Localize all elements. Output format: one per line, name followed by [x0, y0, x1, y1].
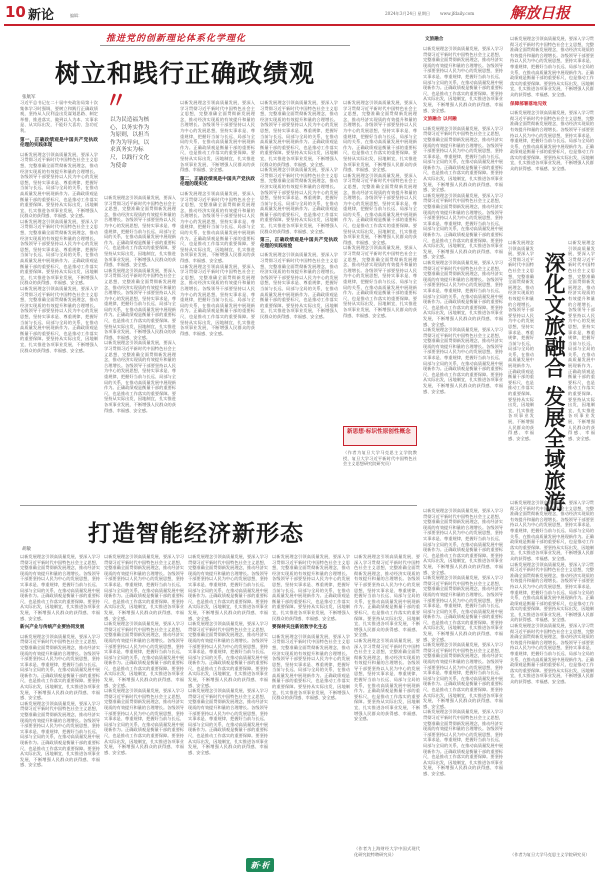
- masthead-rule: [4, 24, 595, 26]
- page-number: 10: [5, 3, 26, 21]
- right-big-title: 深化文旅融合 发展全域旅游: [542, 252, 566, 512]
- article2-tail: （作者为上海财经大学中国式现代化研究院特聘研究员）: [354, 846, 420, 857]
- footer-logo: [246, 858, 274, 872]
- article1-subhead1: 第一，正确政绩观是中国共产党执政伦理的实践体现: [20, 137, 98, 149]
- newspaper-logo: 解放日报: [510, 4, 571, 22]
- article1-title: 树立和践行正确政绩观: [55, 59, 316, 88]
- article1-tail: （作者为复旦大学马克思主义学院教授，复旦大学习近平新时代中国特色社会主义思想研究院研究员）: [343, 450, 417, 467]
- article2-subhead2: 要保持关注新的数字化生态: [272, 625, 328, 631]
- banner-rule: [100, 45, 350, 46]
- right-col-tail: （作者为复旦大学马克思主义学院研究员）: [510, 852, 590, 857]
- article2-title: 打造智能经济新形态: [88, 521, 304, 547]
- editor-label: 编辑：: [70, 13, 82, 18]
- article1-col5: 以新发展理念引领高质量发展，要深入学习贯彻习近平新时代中国特色社会主义思想，完整准确全面贯彻新发展理念，推动经济实现质的有效提升和量的合理增长。各级领导干部要坚持以人民为中心的发展思想，坚持实事求是、尊重规律，把握好当前与长远、局部与全局的关系，在推动高质量发展中展现新作为。正确政绩观是衡量干部的重要标尺，也是推动工作落实的重要保障。要坚持从实际出发，因地制宜，扎实推进各项事业发展，不断增强人民群众的获得感、幸福感、安全感。 以新发展理念引领高质量发展，要深入学习贯彻习近平新时代中国特色社会主义思想，完整准确全面贯彻新发展理念，推动经济实现质的有效提升和量的合理增长。各级领导干部要坚持以人民为中心的发展思想，坚持实事求是、尊重规律，把握好当前与长远、局部与全局的关系，在推动高质量发展中展现新作为。正确政绩观是衡量干部的重要标尺，也是推动工作落实的重要保障。要坚持从实际出发，因地制宜，扎实推进各项事业发展，不断增强人民群众的获得感、幸福感、安全感。 以新发展理念引领高质量发展，要深入学习贯彻习近平新时代中国特色社会主义思想，完整准确全面贯彻新发展理念，推动经济实现质的有效提升和量的合理增长。各级领导干部要坚持以人民为中心的发展思想，坚持实事求是、尊重规律，把握好当前与长远、局部与全局的关系，在推动高质量发展中展现新作为。正确政绩观是衡量干部的重要标尺，也是推动工作落实的重要保障。要坚持从实际出发，因地制宜，扎实推进各项事业发展，不断增强人民群众的获得感、幸福感、安全感。: [343, 100, 417, 318]
- quote-mark-icon: 〃: [105, 88, 128, 114]
- concept-column-box: [343, 426, 417, 446]
- section-name: 新论: [28, 8, 55, 23]
- right-col-c: 以新发展理念引领高质量发展，要深入学习贯彻习近平新时代中国特色社会主义思想，完整准确全面贯彻新发展理念，推动经济实现质的有效提升和量的合理增长。各级领导干部要坚持以人民为中心的发展思想，坚持实事求是、尊重规律，把握好当前与长远、局部与全局的关系，在推动高质量发展中展现新作为。正确政绩观是衡量干部的重要标尺，也是推动工作落实的重要保障。要坚持从实际出发，因地制宜，扎实推进各项事业发展，不断增强人民群众的获得感、幸福感、安全感。: [508, 240, 534, 441]
- article2-col1: 以新发展理念引领高质量发展，要深入学习贯彻习近平新时代中国特色社会主义思想，完整准确全面贯彻新发展理念，推动经济实现质的有效提升和量的合理增长。各级领导干部要坚持以人民为中心的发展思想，坚持实事求是、尊重规律，把握好当前与长远、局部与全局的关系，在推动高质量发展中展现新作为。正确政绩观是衡量干部的重要标尺，也是推动工作落实的重要保障。要坚持从实际出发，因地制宜，扎实推进各项事业发展，不断增强人民群众的获得感、幸福感、安全感。 新兴产业与传统产业要协同发展 以新发展理念引领高质量发展，要深入学习贯彻习近平新时代中国特色社会主义思想，完整准确全面贯彻新发展理念，推动经济实现质的有效提升和量的合理增长。各级领导干部要坚持以人民为中心的发展思想，坚持实事求是、尊重规律，把握好当前与长远、局部与全局的关系，在推动高质量发展中展现新作为。正确政绩观是衡量干部的重要标尺，也是推动工作落实的重要保障。要坚持从实际出发，因地制宜，扎实推进各项事业发展，不断增强人民群众的获得感、幸福感、安全感。 以新发展理念引领高质量发展，要深入学习贯彻习近平新时代中国特色社会主义思想，完整准确全面贯彻新发展理念，推动经济实现质的有效提升和量的合理增长。各级领导干部要坚持以人民为中心的发展思想，坚持实事求是、尊重规律，把握好当前与长远、局部与全局的关系，在推动高质量发展中展现新作为。正确政绩观是衡量干部的重要标尺，也是推动工作落实的重要保障。要坚持从实际出发，因地制宜，扎实推进各项事业发展，不断增强人民群众的获得感、幸福感、安全感。: [20, 554, 100, 768]
- section-divider: [20, 505, 417, 506]
- article2-col2: 以新发展理念引领高质量发展，要深入学习贯彻习近平新时代中国特色社会主义思想，完整准确全面贯彻新发展理念，推动经济实现质的有效提升和量的合理增长。各级领导干部要坚持以人民为中心的发展思想，坚持实事求是、尊重规律，把握好当前与长远、局部与全局的关系，在推动高质量发展中展现新作为。正确政绩观是衡量干部的重要标尺，也是推动工作落实的重要保障。要坚持从实际出发，因地制宜，扎实推进各项事业发展，不断增强人民群众的获得感、幸福感、安全感。 以新发展理念引领高质量发展，要深入学习贯彻习近平新时代中国特色社会主义思想，完整准确全面贯彻新发展理念，推动经济实现质的有效提升和量的合理增长。各级领导干部要坚持以人民为中心的发展思想，坚持实事求是、尊重规律，把握好当前与长远、局部与全局的关系，在推动高质量发展中展现新作为。正确政绩观是衡量干部的重要标尺，也是推动工作落实的重要保障。要坚持从实际出发，因地制宜，扎实推进各项事业发展，不断增强人民群众的获得感、幸福感、安全感。 以新发展理念引领高质量发展，要深入学习贯彻习近平新时代中国特色社会主义思想，完整准确全面贯彻新发展理念，推动经济实现质的有效提升和量的合理增长。各级领导干部要坚持以人民为中心的发展思想，坚持实事求是、尊重规律，把握好当前与长远、局部与全局的关系，在推动高质量发展中展现新作为。正确政绩观是衡量干部的重要标尺，也是推动工作落实的重要保障。要坚持从实际出发，因地制宜，扎实推进各项事业发展，不断增强人民群众的获得感、幸福感、安全感。: [104, 554, 184, 755]
- site-url: www.jfdaily.com: [440, 11, 475, 16]
- article1-byline: 张航军: [22, 95, 36, 100]
- right-col-f: 以新发展理念引领高质量发展，要深入学习贯彻习近平新时代中国特色社会主义思想，完整准确全面贯彻新发展理念，推动经济实现质的有效提升和量的合理增长。各级领导干部要坚持以人民为中心的发展思想，坚持实事求是、尊重规律，把握好当前与长远、局部与全局的关系，在推动高质量发展中展现新作为。正确政绩观是衡量干部的重要标尺，也是推动工作落实的重要保障。要坚持从实际出发，因地制宜，扎实推进各项事业发展，不断增强人民群众的获得感、幸福感、安全感。 以新发展理念引领高质量发展，要深入学习贯彻习近平新时代中国特色社会主义思想，完整准确全面贯彻新发展理念，推动经济实现质的有效提升和量的合理增长。各级领导干部要坚持以人民为中心的发展思想，坚持实事求是、尊重规律，把握好当前与长远、局部与全局的关系，在推动高质量发展中展现新作为。正确政绩观是衡量干部的重要标尺，也是推动工作落实的重要保障。要坚持从实际出发，因地制宜，扎实推进各项事业发展，不断增强人民群众的获得感、幸福感、安全感。 以新发展理念引领高质量发展，要深入学习贯彻习近平新时代中国特色社会主义思想，完整准确全面贯彻新发展理念，推动经济实现质的有效提升和量的合理增长。各级领导干部要坚持以人民为中心的发展思想，坚持实事求是、尊重规律，把握好当前与长远、局部与全局的关系，在推动高质量发展中展现新作为。正确政绩观是衡量干部的重要标尺，也是推动工作落实的重要保障。要坚持从实际出发，因地制宜，扎实推进各项事业发展，不断增强人民群众的获得感、幸福感、安全感。: [510, 500, 594, 684]
- right-subhead-a: 文旅融合 以何融: [423, 117, 457, 123]
- footer-logo-text: 新·析: [250, 860, 270, 870]
- right-col-b: 以新发展理念引领高质量发展，要深入学习贯彻习近平新时代中国特色社会主义思想，完整准确全面贯彻新发展理念，推动经济实现质的有效提升和量的合理增长。各级领导干部要坚持以人民为中心的发展思想，坚持实事求是、尊重规律，把握好当前与长远、局部与全局的关系，在推动高质量发展中展现新作为。正确政绩观是衡量干部的重要标尺，也是推动工作落实的重要保障。要坚持从实际出发，因地制宜，扎实推进各项事业发展，不断增强人民群众的获得感、幸福感、安全感。 保障部署落地见效 以新发展理念引领高质量发展，要深入学习贯彻习近平新时代中国特色社会主义思想，完整准确全面贯彻新发展理念，推动经济实现质的有效提升和量的合理增长。各级领导干部要坚持以人民为中心的发展思想，坚持实事求是、尊重规律，把握好当前与长远、局部与全局的关系，在推动高质量发展中展现新作为。正确政绩观是衡量干部的重要标尺，也是推动工作落实的重要保障。要坚持从实际出发，因地制宜，扎实推进各项事业发展，不断增强人民群众的获得感、幸福感、安全感。: [510, 36, 594, 172]
- banner: 推进党的创新理论体系化学理化: [106, 34, 247, 44]
- article2-subhead1: 新兴产业与传统产业要协同发展: [20, 625, 85, 631]
- right-col-e: 以新发展理念引领高质量发展，要深入学习贯彻习近平新时代中国特色社会主义思想，完整准确全面贯彻新发展理念，推动经济实现质的有效提升和量的合理增长。各级领导干部要坚持以人民为中心的发展思想，坚持实事求是、尊重规律，把握好当前与长远、局部与全局的关系，在推动高质量发展中展现新作为。正确政绩观是衡量干部的重要标尺，也是推动工作落实的重要保障。要坚持从实际出发，因地制宜，扎实推进各项事业发展，不断增强人民群众的获得感、幸福感、安全感。 以新发展理念引领高质量发展，要深入学习贯彻习近平新时代中国特色社会主义思想，完整准确全面贯彻新发展理念，推动经济实现质的有效提升和量的合理增长。各级领导干部要坚持以人民为中心的发展思想，坚持实事求是、尊重规律，把握好当前与长远、局部与全局的关系，在推动高质量发展中展现新作为。正确政绩观是衡量干部的重要标尺，也是推动工作落实的重要保障。要坚持从实际出发，因地制宜，扎实推进各项事业发展，不断增强人民群众的获得感、幸福感、安全感。 以新发展理念引领高质量发展，要深入学习贯彻习近平新时代中国特色社会主义思想，完整准确全面贯彻新发展理念，推动经济实现质的有效提升和量的合理增长。各级领导干部要坚持以人民为中心的发展思想，坚持实事求是、尊重规律，把握好当前与长远、局部与全局的关系，在推动高质量发展中展现新作为。正确政绩观是衡量干部的重要标尺，也是推动工作落实的重要保障。要坚持从实际出发，因地制宜，扎实推进各项事业发展，不断增强人民群众的获得感、幸福感、安全感。 以新发展理念引领高质量发展，要深入学习贯彻习近平新时代中国特色社会主义思想，完整准确全面贯彻新发展理念，推动经济实现质的有效提升和量的合理增长。各级领导干部要坚持以人民为中心的发展思想，坚持实事求是、尊重规律，把握好当前与长远、局部与全局的关系，在推动高质量发展中展现新作为。正确政绩观是衡量干部的重要标尺，也是推动工作落实的重要保障。要坚持从实际出发，因地制宜，扎实推进各项事业发展，不断增强人民群众的获得感、幸福感、安全感。: [423, 508, 503, 776]
- right-col-a: 以新发展理念引领高质量发展，要深入学习贯彻习近平新时代中国特色社会主义思想，完整准确全面贯彻新发展理念，推动经济实现质的有效提升和量的合理增长。各级领导干部要坚持以人民为中心的发展思想，坚持实事求是、尊重规律，把握好当前与长远、局部与全局的关系，在推动高质量发展中展现新作为。正确政绩观是衡量干部的重要标尺，也是推动工作落实的重要保障。要坚持从实际出发，因地制宜，扎实推进各项事业发展，不断增强人民群众的获得感、幸福感、安全感。 文旅融合 以何融 以新发展理念引领高质量发展，要深入学习贯彻习近平新时代中国特色社会主义思想，完整准确全面贯彻新发展理念，推动经济实现质的有效提升和量的合理增长。各级领导干部要坚持以人民为中心的发展思想，坚持实事求是、尊重规律，把握好当前与长远、局部与全局的关系，在推动高质量发展中展现新作为。正确政绩观是衡量干部的重要标尺，也是推动工作落实的重要保障。要坚持从实际出发，因地制宜，扎实推进各项事业发展，不断增强人民群众的获得感、幸福感、安全感。 以新发展理念引领高质量发展，要深入学习贯彻习近平新时代中国特色社会主义思想，完整准确全面贯彻新发展理念，推动经济实现质的有效提升和量的合理增长。各级领导干部要坚持以人民为中心的发展思想，坚持实事求是、尊重规律，把握好当前与长远、局部与全局的关系，在推动高质量发展中展现新作为。正确政绩观是衡量干部的重要标尺，也是推动工作落实的重要保障。要坚持从实际出发，因地制宜，扎实推进各项事业发展，不断增强人民群众的获得感、幸福感、安全感。 以新发展理念引领高质量发展，要深入学习贯彻习近平新时代中国特色社会主义思想，完整准确全面贯彻新发展理念，推动经济实现质的有效提升和量的合理增长。各级领导干部要坚持以人民为中心的发展思想，坚持实事求是、尊重规律，把握好当前与长远、局部与全局的关系，在推动高质量发展中展现新作为。正确政绩观是衡量干部的重要标尺，也是推动工作落实的重要保障。要坚持从实际出发，因地制宜，扎实推进各项事业发展，不断增强人民群众的获得感、幸福感、安全感。 以新发展理念引领高质量发展，要深入学习贯彻习近平新时代中国特色社会主义思想，完整准确全面贯彻新发展理念，推动经济实现质的有效提升和量的合理增长。各级领导干部要坚持以人民为中心的发展思想，坚持实事求是、尊重规律，把握好当前与长远、局部与全局的关系，在推动高质量发展中展现新作为。正确政绩观是衡量干部的重要标尺，也是推动工作落实的重要保障。要坚持从实际出发，因地制宜，扎实推进各项事业发展，不断增强人民群众的获得感、幸福感、安全感。: [423, 46, 503, 394]
- right-subhead-b: 保障部署落地见效: [510, 101, 547, 107]
- right-column-subtitle-top: 文旅融合: [425, 37, 444, 42]
- right-col-d: 以新发展理念引领高质量发展，要深入学习贯彻习近平新时代中国特色社会主义思想，完整准确全面贯彻新发展理念，推动经济实现质的有效提升和量的合理增长。各级领导干部要坚持以人民为中心的发展思想，坚持实事求是、尊重规律，把握好当前与长远、局部与全局的关系，在推动高质量发展中展现新作为。正确政绩观是衡量干部的重要标尺，也是推动工作落实的重要保障。要坚持从实际出发，因地制宜，扎实推进各项事业发展，不断增强人民群众的获得感、幸福感、安全感。: [568, 240, 595, 441]
- article2-col4: 以新发展理念引领高质量发展，要深入学习贯彻习近平新时代中国特色社会主义思想，完整准确全面贯彻新发展理念，推动经济实现质的有效提升和量的合理增长。各级领导干部要坚持以人民为中心的发展思想，坚持实事求是、尊重规律，把握好当前与长远、局部与全局的关系，在推动高质量发展中展现新作为。正确政绩观是衡量干部的重要标尺，也是推动工作落实的重要保障。要坚持从实际出发，因地制宜，扎实推进各项事业发展，不断增强人民群众的获得感、幸福感、安全感。 要保持关注新的数字化生态 以新发展理念引领高质量发展，要深入学习贯彻习近平新时代中国特色社会主义思想，完整准确全面贯彻新发展理念，推动经济实现质的有效提升和量的合理增长。各级领导干部要坚持以人民为中心的发展思想，坚持实事求是、尊重规律，把握好当前与长远、局部与全局的关系，在推动高质量发展中展现新作为。正确政绩观是衡量干部的重要标尺，也是推动工作落实的重要保障。要坚持从实际出发，因地制宜，扎实推进各项事业发展，不断增强人民群众的获得感、幸福感、安全感。: [272, 554, 350, 701]
- article1-col1: 习近平总书记在二十届中央政治局第十次集体学习时强调，要树立和践行正确政绩观，坚持从人民利益出发谋划思路、制定举措、推进落实，做到以人为本、实事求是、从实际出发，不能好大喜功、急功近利。 第一，正确政绩观是中国共产党执政伦理的实践体现 以新发展理念引领高质量发展，要深入学习贯彻习近平新时代中国特色社会主义思想，完整准确全面贯彻新发展理念，推动经济实现质的有效提升和量的合理增长。各级领导干部要坚持以人民为中心的发展思想，坚持实事求是、尊重规律，把握好当前与长远、局部与全局的关系，在推动高质量发展中展现新作为。正确政绩观是衡量干部的重要标尺，也是推动工作落实的重要保障。要坚持从实际出发，因地制宜，扎实推进各项事业发展，不断增强人民群众的获得感、幸福感、安全感。 以新发展理念引领高质量发展，要深入学习贯彻习近平新时代中国特色社会主义思想，完整准确全面贯彻新发展理念，推动经济实现质的有效提升和量的合理增长。各级领导干部要坚持以人民为中心的发展思想，坚持实事求是、尊重规律，把握好当前与长远、局部与全局的关系，在推动高质量发展中展现新作为。正确政绩观是衡量干部的重要标尺，也是推动工作落实的重要保障。要坚持从实际出发，因地制宜，扎实推进各项事业发展，不断增强人民群众的获得感、幸福感、安全感。 以新发展理念引领高质量发展，要深入学习贯彻习近平新时代中国特色社会主义思想，完整准确全面贯彻新发展理念，推动经济实现质的有效提升和量的合理增长。各级领导干部要坚持以人民为中心的发展思想，坚持实事求是、尊重规律，把握好当前与长远、局部与全局的关系，在推动高质量发展中展现新作为。正确政绩观是衡量干部的重要标尺，也是推动工作落实的重要保障。要坚持从实际出发，因地制宜，扎实推进各项事业发展，不断增强人民群众的获得感、幸福感、安全感。: [20, 100, 98, 353]
- article2-col3: 以新发展理念引领高质量发展，要深入学习贯彻习近平新时代中国特色社会主义思想，完整准确全面贯彻新发展理念，推动经济实现质的有效提升和量的合理增长。各级领导干部要坚持以人民为中心的发展思想，坚持实事求是、尊重规律，把握好当前与长远、局部与全局的关系，在推动高质量发展中展现新作为。正确政绩观是衡量干部的重要标尺，也是推动工作落实的重要保障。要坚持从实际出发，因地制宜，扎实推进各项事业发展，不断增强人民群众的获得感、幸福感、安全感。 以新发展理念引领高质量发展，要深入学习贯彻习近平新时代中国特色社会主义思想，完整准确全面贯彻新发展理念，推动经济实现质的有效提升和量的合理增长。各级领导干部要坚持以人民为中心的发展思想，坚持实事求是、尊重规律，把握好当前与长远、局部与全局的关系，在推动高质量发展中展现新作为。正确政绩观是衡量干部的重要标尺，也是推动工作落实的重要保障。要坚持从实际出发，因地制宜，扎实推进各项事业发展，不断增强人民群众的获得感、幸福感、安全感。 以新发展理念引领高质量发展，要深入学习贯彻习近平新时代中国特色社会主义思想，完整准确全面贯彻新发展理念，推动经济实现质的有效提升和量的合理增长。各级领导干部要坚持以人民为中心的发展思想，坚持实事求是、尊重规律，把握好当前与长远、局部与全局的关系，在推动高质量发展中展现新作为。正确政绩观是衡量干部的重要标尺，也是推动工作落实的重要保障。要坚持从实际出发，因地制宜，扎实推进各项事业发展，不断增强人民群众的获得感、幸福感、安全感。: [188, 554, 268, 755]
- article2-col5: 以新发展理念引领高质量发展，要深入学习贯彻习近平新时代中国特色社会主义思想，完整准确全面贯彻新发展理念，推动经济实现质的有效提升和量的合理增长。各级领导干部要坚持以人民为中心的发展思想，坚持实事求是、尊重规律，把握好当前与长远、局部与全局的关系，在推动高质量发展中展现新作为。正确政绩观是衡量干部的重要标尺，也是推动工作落实的重要保障。要坚持从实际出发，因地制宜，扎实推进各项事业发展，不断增强人民群众的获得感、幸福感、安全感。 以新发展理念引领高质量发展，要深入学习贯彻习近平新时代中国特色社会主义思想，完整准确全面贯彻新发展理念，推动经济实现质的有效提升和量的合理增长。各级领导干部要坚持以人民为中心的发展思想，坚持实事求是、尊重规律，把握好当前与长远、局部与全局的关系，在推动高质量发展中展现新作为。正确政绩观是衡量干部的重要标尺，也是推动工作落实的重要保障。要坚持从实际出发，因地制宜，扎实推进各项事业发展，不断增强人民群众的获得感、幸福感、安全感。: [354, 554, 420, 722]
- article1-subhead2: 第二，正确政绩观是中国共产党执政伦理的现实化: [180, 176, 255, 188]
- date-info: 2024年3月24日 星期日: [385, 11, 431, 16]
- article2-byline: 胡敏: [22, 547, 31, 552]
- article1-col2: 以新发展理念引领高质量发展，要深入学习贯彻习近平新时代中国特色社会主义思想，完整准确全面贯彻新发展理念，推动经济实现质的有效提升和量的合理增长。各级领导干部要坚持以人民为中心的发展思想，坚持实事求是、尊重规律，把握好当前与长远、局部与全局的关系，在推动高质量发展中展现新作为。正确政绩观是衡量干部的重要标尺，也是推动工作落实的重要保障。要坚持从实际出发，因地制宜，扎实推进各项事业发展，不断增强人民群众的获得感、幸福感、安全感。 以新发展理念引领高质量发展，要深入学习贯彻习近平新时代中国特色社会主义思想，完整准确全面贯彻新发展理念，推动经济实现质的有效提升和量的合理增长。各级领导干部要坚持以人民为中心的发展思想，坚持实事求是、尊重规律，把握好当前与长远、局部与全局的关系，在推动高质量发展中展现新作为。正确政绩观是衡量干部的重要标尺，也是推动工作落实的重要保障。要坚持从实际出发，因地制宜，扎实推进各项事业发展，不断增强人民群众的获得感、幸福感、安全感。 以新发展理念引领高质量发展，要深入学习贯彻习近平新时代中国特色社会主义思想，完整准确全面贯彻新发展理念，推动经济实现质的有效提升和量的合理增长。各级领导干部要坚持以人民为中心的发展思想，坚持实事求是、尊重规律，把握好当前与长远、局部与全局的关系，在推动高质量发展中展现新作为。正确政绩观是衡量干部的重要标尺，也是推动工作落实的重要保障。要坚持从实际出发，因地制宜，扎实推进各项事业发展，不断增强人民群众的获得感、幸福感、安全感。: [104, 195, 176, 413]
- article1-col4: 以新发展理念引领高质量发展，要深入学习贯彻习近平新时代中国特色社会主义思想，完整准确全面贯彻新发展理念，推动经济实现质的有效提升和量的合理增长。各级领导干部要坚持以人民为中心的发展思想，坚持实事求是、尊重规律，把握好当前与长远、局部与全局的关系，在推动高质量发展中展现新作为。正确政绩观是衡量干部的重要标尺，也是推动工作落实的重要保障。要坚持从实际出发，因地制宜，扎实推进各项事业发展，不断增强人民群众的获得感、幸福感、安全感。 以新发展理念引领高质量发展，要深入学习贯彻习近平新时代中国特色社会主义思想，完整准确全面贯彻新发展理念，推动经济实现质的有效提升和量的合理增长。各级领导干部要坚持以人民为中心的发展思想，坚持实事求是、尊重规律，把握好当前与长远、局部与全局的关系，在推动高质量发展中展现新作为。正确政绩观是衡量干部的重要标尺，也是推动工作落实的重要保障。要坚持从实际出发，因地制宜，扎实推进各项事业发展，不断增强人民群众的获得感、幸福感、安全感。 第三，正确政绩观是中国共产党执政伦理的实践检验 以新发展理念引领高质量发展，要深入学习贯彻习近平新时代中国特色社会主义思想，完整准确全面贯彻新发展理念，推动经济实现质的有效提升和量的合理增长。各级领导干部要坚持以人民为中心的发展思想，坚持实事求是、尊重规律，把握好当前与长远、局部与全局的关系，在推动高质量发展中展现新作为。正确政绩观是衡量干部的重要标尺，也是推动工作落实的重要保障。要坚持从实际出发，因地制宜，扎实推进各项事业发展，不断增强人民群众的获得感、幸福感、安全感。: [260, 100, 338, 319]
- concept-column-header: 新思想·标识性原创性概念: [347, 429, 411, 435]
- article1-col3: 以新发展理念引领高质量发展，要深入学习贯彻习近平新时代中国特色社会主义思想，完整准确全面贯彻新发展理念，推动经济实现质的有效提升和量的合理增长。各级领导干部要坚持以人民为中心的发展思想，坚持实事求是、尊重规律，把握好当前与长远、局部与全局的关系，在推动高质量发展中展现新作为。正确政绩观是衡量干部的重要标尺，也是推动工作落实的重要保障。要坚持从实际出发，因地制宜，扎实推进各项事业发展，不断增强人民群众的获得感、幸福感、安全感。 第二，正确政绩观是中国共产党执政伦理的现实化 以新发展理念引领高质量发展，要深入学习贯彻习近平新时代中国特色社会主义思想，完整准确全面贯彻新发展理念，推动经济实现质的有效提升和量的合理增长。各级领导干部要坚持以人民为中心的发展思想，坚持实事求是、尊重规律，把握好当前与长远、局部与全局的关系，在推动高质量发展中展现新作为。正确政绩观是衡量干部的重要标尺，也是推动工作落实的重要保障。要坚持从实际出发，因地制宜，扎实推进各项事业发展，不断增强人民群众的获得感、幸福感、安全感。 以新发展理念引领高质量发展，要深入学习贯彻习近平新时代中国特色社会主义思想，完整准确全面贯彻新发展理念，推动经济实现质的有效提升和量的合理增长。各级领导干部要坚持以人民为中心的发展思想，坚持实事求是、尊重规律，把握好当前与长远、局部与全局的关系，在推动高质量发展中展现新作为。正确政绩观是衡量干部的重要标尺，也是推动工作落实的重要保障。要坚持从实际出发，因地制宜，扎实推进各项事业发展，不断增强人民群众的获得感、幸福感、安全感。: [180, 100, 255, 336]
- article1-subhead3: 第三，正确政绩观是中国共产党执政伦理的实践检验: [260, 238, 338, 249]
- pull-quote: 以为民造福为核心，以务实作为为原则，以担当作为为导向，以求真务实为标尺，以践行文化为使命: [110, 117, 150, 169]
